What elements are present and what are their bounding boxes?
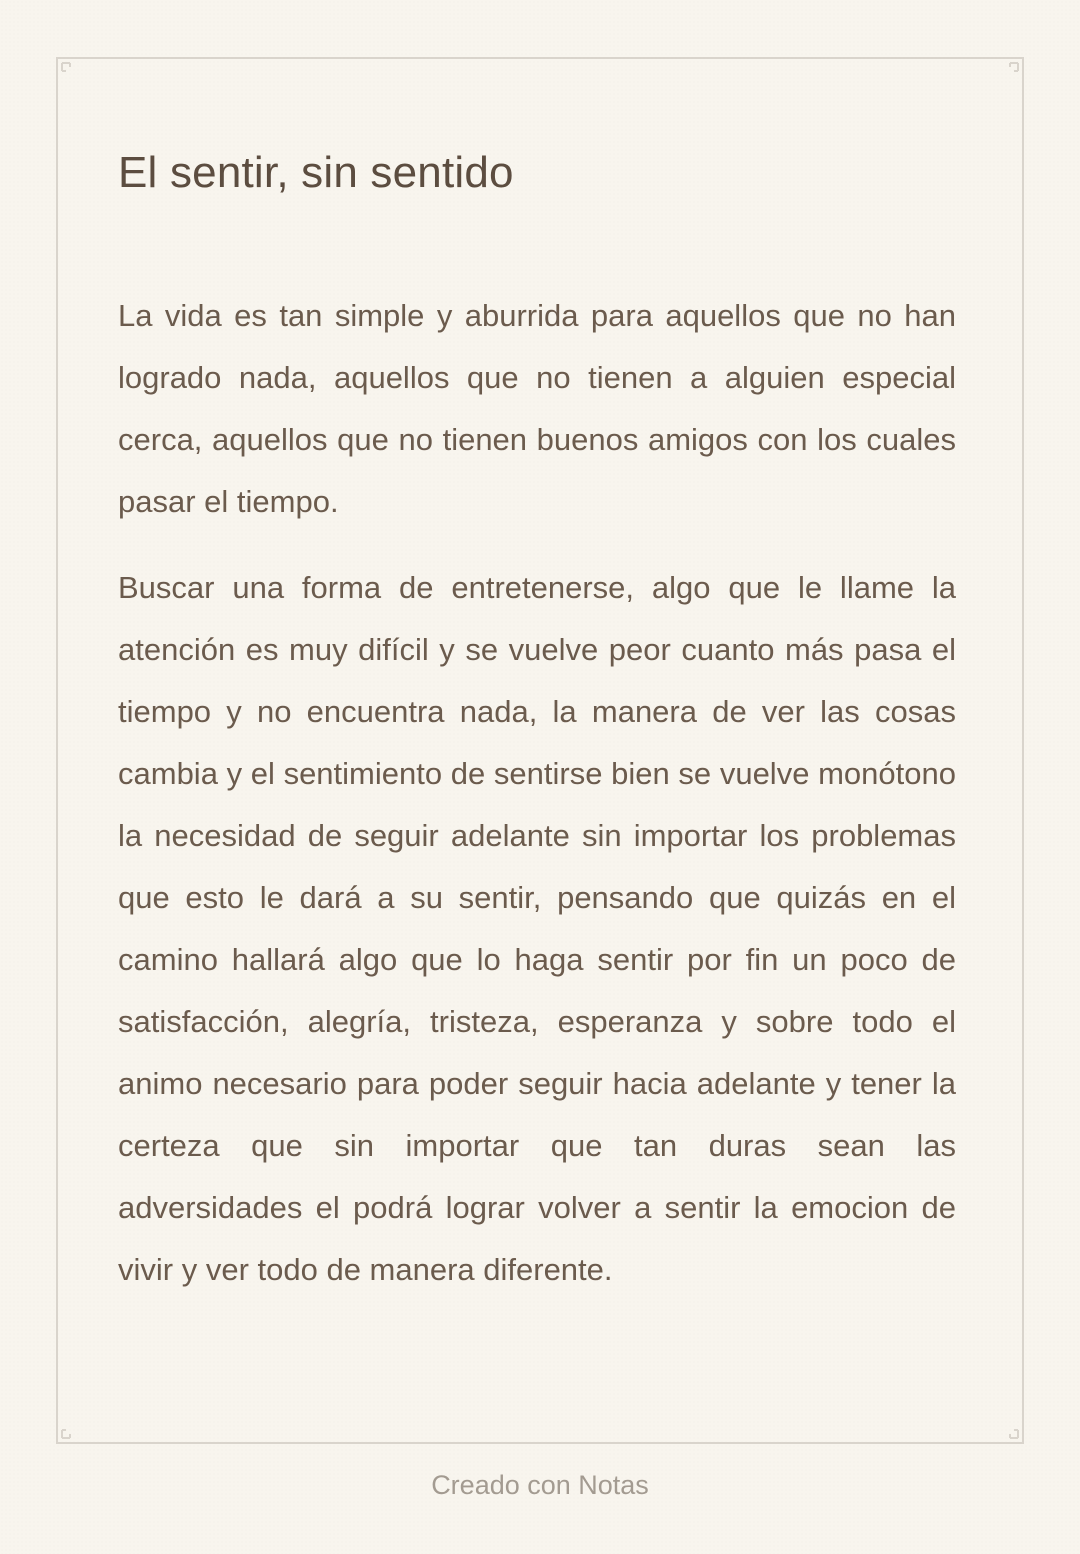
frame-corner-ornament-icon — [1004, 57, 1024, 77]
note-paragraph: Buscar una forma de entretenerse, algo que le llame la atención es muy difícil y se vuelve peor cuanto más pasa el tiempo y no encuentra nada, la manera de ver las cosas cambia y el sentimiento de sentirse bien se vuelve monótono la necesidad de seguir adelante sin importar los problemas que esto le dará a su sentir, pensando que quizás en el camino hallará algo que lo haga sentir por fin un poco de satisfacción, alegría, tristeza, esperanza y sobre todo el animo necesario para poder seguir hacia adelante y tener la certeza que sin importar que tan duras sean las adversidades el podrá lograr volver a sentir la emocion de vivir y ver todo de manera diferente. — [118, 570, 956, 1287]
note-title: El sentir, sin sentido — [118, 148, 514, 197]
frame-corner-ornament-icon — [56, 1424, 76, 1444]
footer-credit: Creado con Notas — [431, 1470, 649, 1500]
frame-corner-ornament-icon — [1004, 1424, 1024, 1444]
frame-corner-ornament-icon — [56, 57, 76, 77]
note-paragraph: La vida es tan simple y aburrida para aquellos que no han logrado nada, aquellos que no tienen a alguien especial cerca, aquellos que no tienen buenos amigos con los cuales pasar el tiempo. — [118, 298, 956, 519]
note-body — [118, 285, 956, 1325]
